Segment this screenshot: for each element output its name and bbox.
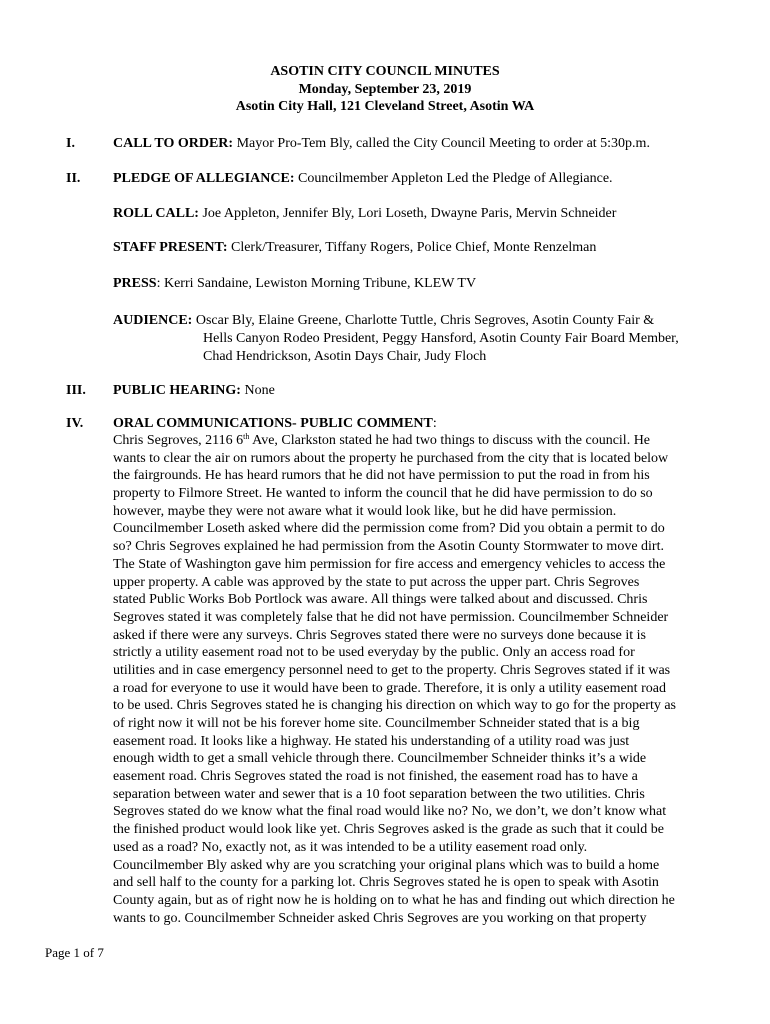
call-to-order-section — [113, 136, 650, 152]
section-number-oral-communications: IV. — [66, 416, 84, 431]
press-section — [113, 276, 476, 292]
ordinal-suffix: th — [243, 432, 250, 441]
audience-section — [113, 312, 679, 366]
roll-call-label: ROLL CALL: — [113, 206, 199, 221]
body-line: however, maybe they were not aware what it would look like, but he did have permission. — [113, 503, 617, 519]
minutes-header — [0, 63, 770, 116]
staff-present-section — [113, 240, 596, 256]
body-line: Segroves stated do we know what the final road would like no? No, we don’t, we don’t know what — [113, 804, 667, 820]
audience-text-line-3: Chad Hendrickson, Asotin Days Chair, Judy Floch — [203, 349, 487, 364]
page-number: Page 1 of 7 — [45, 945, 104, 960]
document-title: ASOTIN CITY COUNCIL MINUTES — [270, 64, 500, 79]
body-first-line-end: Ave, Clarkston stated he had two things to discuss with the council. He — [249, 433, 651, 448]
body-line: used as a road? No, exactly not, as it was intended to be a utility easement road only. — [113, 839, 588, 855]
call-to-order-text: Mayor Pro-Tem Bly, called the City Council Meeting to order at 5:30p.m. — [233, 136, 650, 151]
pledge-label: PLEDGE OF ALLEGIANCE: — [113, 171, 295, 186]
body-line: The State of Washington gave him permission for fire access and emergency vehicles to access the — [113, 556, 666, 572]
body-line: enough width to get a small vehicle through there. Councilmember Schneider thinks it’s a wide — [113, 751, 647, 767]
audience-line — [113, 312, 679, 330]
body-line: easement road. It looks like a highway. He stated his understanding of a utility road was just — [113, 733, 630, 749]
oral-communications-label: ORAL COMMUNICATIONS- PUBLIC COMMENT — [113, 416, 433, 431]
public-hearing-text: None — [240, 383, 275, 398]
body-line: Councilmember Loseth asked where did the permission come from? Did you obtain a permit to do — [113, 521, 665, 537]
section-number-call-to-order: I. — [66, 136, 75, 151]
pledge-text: Councilmember Appleton Led the Pledge of Allegiance. — [294, 171, 613, 186]
audience-text-line-2: Hells Canyon Rodeo President, Peggy Hansford, Asotin County Fair Board Member, — [203, 331, 679, 346]
body-line: so? Chris Segroves explained he had permission from the Asotin County Stormwater to move dirt. — [113, 539, 664, 555]
body-line: County again, but as of right now he is holding on to what he has and finding out which direction he — [113, 892, 675, 908]
body-line: Segroves stated it was completely false that he did not have permission. Councilmember Schneider — [113, 609, 669, 625]
audience-label: AUDIENCE: — [113, 313, 193, 328]
body-first-line-start: Chris Segroves, 2116 6 — [113, 433, 244, 448]
meeting-location: Asotin City Hall, 121 Cleveland Street, Asotin WA — [235, 99, 535, 114]
section-number-pledge: II. — [66, 171, 81, 186]
body-line: stated Public Works Bob Portlock was aware. All things were talked about and discussed. Chris — [113, 592, 648, 608]
body-line: utilities and in case emergency personnel need to get to the property. Chris Segroves stated if it was — [113, 662, 671, 678]
audience-text-line-1: Oscar Bly, Elaine Greene, Charlotte Tuttle, Chris Segroves, Asotin County Fair & — [192, 313, 655, 328]
body-line: wants to go. Councilmember Schneider asked Chris Segroves are you working on that property — [113, 910, 647, 926]
staff-present-text: Clerk/Treasurer, Tiffany Rogers, Police Chief, Monte Renzelman — [227, 240, 597, 255]
public-hearing-label: PUBLIC HEARING: — [113, 383, 241, 398]
roll-call-section — [113, 206, 616, 222]
roll-call-text: Joe Appleton, Jennifer Bly, Lori Loseth, Dwayne Paris, Mervin Schneider — [198, 206, 617, 221]
public-comment-body — [113, 432, 725, 927]
public-hearing-section — [113, 383, 275, 399]
body-line: the fairgrounds. He has heard rumors that he did not have permission to put the road in from his — [113, 468, 650, 484]
body-line: wants to clear the air on rumors about the property he purchased from the city that is located below — [113, 450, 669, 466]
press-label: PRESS — [113, 276, 157, 291]
body-line: Councilmember Bly asked why are you scratching your original plans which was to build a home — [113, 857, 660, 873]
body-line: and sell half to the county for a parking lot. Chris Segroves stated he is open to speak with Asotin — [113, 875, 659, 891]
oral-communications-heading — [113, 416, 437, 432]
section-number-public-hearing: III. — [66, 383, 86, 398]
body-line: a road for everyone to use it would have been to grade. Therefore, it is only a utility easement road — [113, 680, 666, 696]
body-line: easement road. Chris Segroves stated the road is not finished, the easement road has to have a — [113, 769, 638, 785]
body-line: upper property. A cable was approved by the state to put across the upper part. Chris Segroves — [113, 574, 640, 590]
body-line: property to Filmore Street. He wanted to inform the council that he did have permission to do so — [113, 486, 653, 502]
call-to-order-label: CALL TO ORDER: — [113, 136, 234, 151]
body-line: strictly a utility easement road not to be used everyday by the public. Only an access road for — [113, 645, 635, 661]
body-line: the finished product would look like yet. Chris Segroves asked is the grade as such that it could be — [113, 822, 664, 838]
body-line: of right now it will not be his forever home site. Councilmember Schneider stated that is a big — [113, 716, 640, 731]
press-text: : Kerri Sandaine, Lewiston Morning Tribune, KLEW TV — [156, 276, 477, 291]
meeting-date: Monday, September 23, 2019 — [298, 81, 472, 97]
oral-communications-colon: : — [432, 416, 437, 431]
body-line: separation between water and sewer that is a 10 foot separation between the two utilities. Chris — [113, 786, 645, 802]
body-line: asked if there were any surveys. Chris Segroves stated there were no surveys done because it is — [113, 627, 646, 643]
staff-present-label: STAFF PRESENT: — [113, 240, 228, 255]
body-line: to be used. Chris Segroves stated he is changing his direction on which way to go for the property as — [113, 698, 676, 714]
body-line — [113, 432, 725, 450]
pledge-section — [113, 171, 613, 187]
